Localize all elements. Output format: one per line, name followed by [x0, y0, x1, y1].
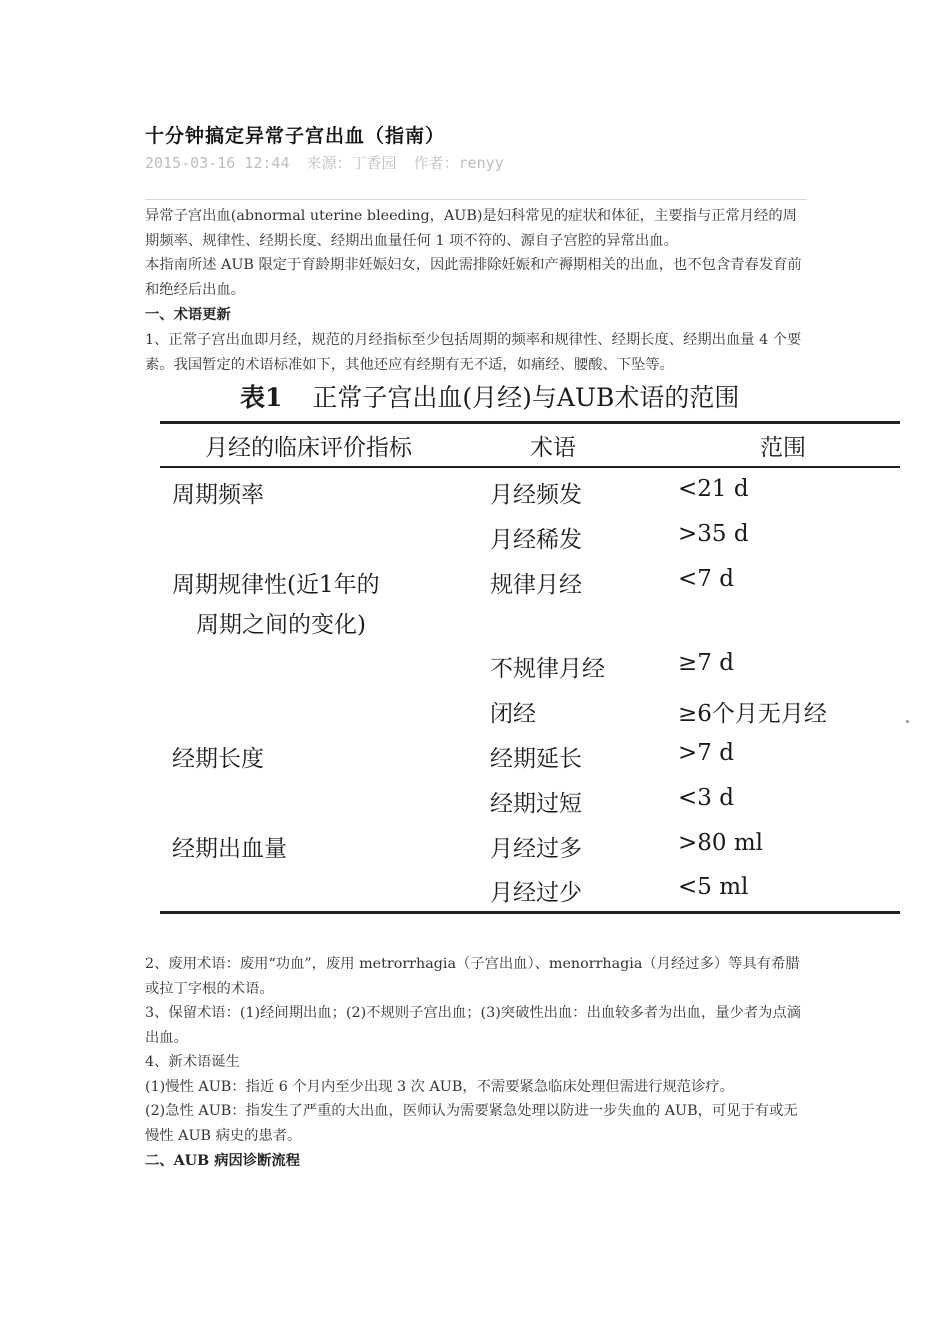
table-header-rule	[160, 466, 900, 468]
table-indicator-cell: 经期长度	[172, 746, 264, 772]
table-range-cell: <7 d	[678, 566, 734, 592]
table-term-cell: 月经过多	[490, 836, 582, 862]
table-term-cell: 规律月经	[490, 572, 582, 598]
table-label: 表1	[240, 383, 283, 412]
section-2-heading: 二、AUB 病因诊断流程	[145, 1153, 300, 1169]
table-header-term: 术语	[530, 435, 576, 461]
table-range-cell: <3 d	[678, 785, 734, 811]
table-range-cell: ≥7 d	[678, 650, 734, 676]
intro-paragraph-2: 本指南所述 AUB 限定于育龄期非妊娠妇女，因此需排除妊娠和产褥期相关的出血，也不包含青春发育前和绝经后出血。	[145, 257, 802, 298]
table-term-cell: 月经频发	[490, 482, 582, 508]
table-range-cell: >35 d	[678, 521, 749, 547]
title-divider	[145, 199, 807, 200]
table-indicator-cell: 周期规律性(近1年的	[172, 572, 380, 598]
table-term-cell: 闭经	[490, 701, 536, 727]
article-source: 来源：丁香园	[306, 154, 397, 172]
table-term-cell: 经期过短	[490, 791, 582, 817]
article-title: 十分钟搞定异常子宫出血（指南）	[145, 125, 446, 147]
table-term-cell: 经期延长	[490, 746, 582, 772]
table-range-cell: <21 d	[678, 476, 749, 502]
table-bottom-rule	[160, 911, 900, 914]
table-top-rule	[160, 421, 900, 424]
table-term-cell: 月经过少	[490, 880, 582, 906]
section-1-item-4a: (1)慢性 AUB：指近 6 个月内至少出现 3 次 AUB，不需要紧急临床处理但需进行规范诊疗。	[145, 1079, 734, 1095]
table-term-cell: 月经稀发	[490, 527, 582, 553]
table-header-range: 范围	[760, 435, 806, 461]
section-1-heading: 一、术语更新	[145, 307, 231, 323]
table-indicator-cell-line-2: 周期之间的变化)	[196, 612, 366, 638]
table-indicator-cell: 经期出血量	[172, 836, 287, 862]
terminology-table	[160, 376, 905, 916]
table-header-indicator: 月经的临床评价指标	[205, 435, 412, 461]
section-1-item-1: 1、正常子宫出血即月经，规范的月经指标至少包括周期的频率和规律性、经期长度、经期出血量 4 个要素。我国暂定的术语标准如下，其他还应有经期有无不适，如痛经、腰酸、下坠等。	[145, 332, 802, 373]
table-title: 正常子宫出血(月经)与AUB术语的范围	[312, 383, 740, 412]
table-range-cell: >7 d	[678, 740, 734, 766]
section-1-item-3: 3、保留术语：(1)经间期出血；(2)不规则子宫出血；(3)突破性出血：出血较多者为出血，量少者为点滴出血。	[145, 1005, 802, 1046]
table-term-cell: 不规律月经	[490, 656, 605, 682]
article-meta	[145, 152, 825, 173]
table-range-cell: >80 ml	[678, 830, 764, 856]
section-1-item-2: 2、废用术语：废用“功血”，废用 metrorrhagia（子宫出血）、menorrhagia（月经过多）等具有希腊或拉丁字根的术语。	[145, 956, 800, 997]
table-range-cell: ≥6个月无月经	[678, 701, 827, 727]
table-caption	[240, 378, 739, 414]
table-range-cell: <5 ml	[678, 874, 749, 900]
intro-paragraph-1: 异常子宫出血(abnormal uterine bleeding，AUB)是妇科常见的症状和体征，主要指与正常月经的周期频率、规律性、经期长度、经期出血量任何 1 项不符的、源自子宫腔的异常出血。	[145, 208, 797, 249]
article-author: 作者：renyy	[413, 154, 504, 172]
section-1-item-4: 4、新术语诞生	[145, 1054, 240, 1070]
article-date: 2015-03-16 12:44	[145, 154, 290, 172]
table-indicator-cell: 周期频率	[172, 482, 264, 508]
scan-speck	[906, 720, 909, 723]
section-1-item-4b: (2)急性 AUB：指发生了严重的大出血，医师认为需要紧急处理以防进一步失血的 AUB，可见于有或无慢性 AUB 病史的患者。	[145, 1103, 798, 1144]
